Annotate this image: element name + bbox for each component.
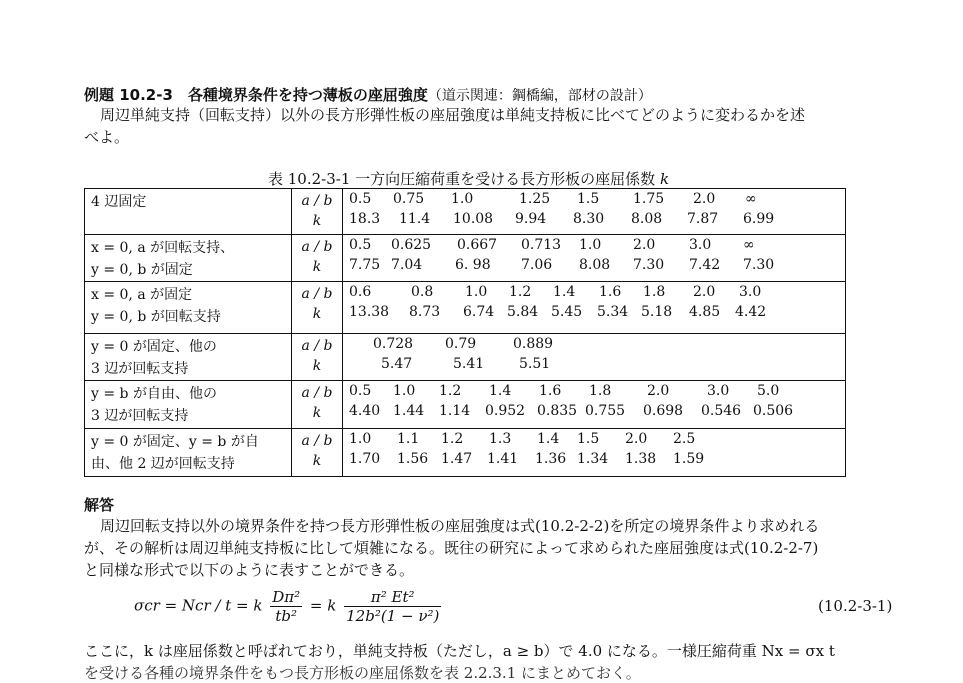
example-heading: [84, 84, 652, 105]
buckling-coefficient-value: 7.06: [521, 257, 553, 273]
buckling-coefficient-value: 11.4: [399, 211, 431, 227]
closing-line-1: ここに，k は座屈係数と呼ばれており，単純支持板（ただし，a ≥ b）で 4.0 になる。一様圧縮荷重 Nx = σx t: [84, 642, 835, 660]
aspect-ratio-symbol: a / b: [301, 286, 333, 302]
buckling-coefficient-value: 6. 98: [455, 257, 491, 273]
buckling-coefficient-value: 1.38: [625, 451, 657, 467]
buckling-coefficient-value: 7.75: [349, 257, 381, 273]
table-caption-var: k: [659, 170, 670, 188]
buckling-coefficient-value: 0.546: [701, 403, 742, 419]
buckling-coefficient-value: 18.3: [349, 211, 381, 227]
intro-line-2: べよ。: [84, 128, 130, 146]
buckling-coefficient-value: 5.84: [507, 304, 539, 320]
buckling-coefficient-value: 1.70: [349, 451, 381, 467]
buckling-coefficient-value: 8.08: [631, 211, 663, 227]
table-row: [85, 429, 846, 477]
buckling-coefficient-symbol: k: [312, 358, 322, 374]
boundary-condition-cell: [85, 334, 292, 381]
buckling-coefficient-value: 13.38: [349, 304, 390, 320]
buckling-coefficient-value-row: [343, 257, 845, 277]
aspect-ratio-value: 1.5: [577, 431, 600, 447]
buckling-coefficient-value: 1.41: [487, 451, 519, 467]
aspect-ratio-value: ∞: [745, 191, 757, 207]
answer-line-3: と同様な形式で以下のように表すことができる。: [84, 561, 415, 579]
buckling-coefficient-value: 1.14: [439, 403, 471, 419]
aspect-ratio-value: 1.2: [441, 431, 464, 447]
buckling-coefficient-value: 5.18: [641, 304, 673, 320]
aspect-ratio-value: 2.0: [693, 191, 716, 207]
buckling-coefficient-symbol: k: [312, 453, 322, 469]
aspect-ratio-value: 1.3: [489, 431, 512, 447]
buckling-coefficient-value: 0.698: [643, 403, 684, 419]
buckling-coefficient-value: 6.74: [463, 304, 495, 320]
aspect-ratio-value: 1.4: [489, 383, 512, 399]
buckling-coefficient-value: 1.36: [535, 451, 567, 467]
boundary-condition-line: 4 辺固定: [91, 194, 147, 210]
table-row: [85, 381, 846, 429]
aspect-ratio-value: 0.5: [349, 237, 372, 253]
aspect-ratio-symbol: a / b: [301, 338, 333, 354]
buckling-coefficient-symbol: k: [312, 213, 322, 229]
boundary-condition-line: y = 0, b が固定: [91, 262, 193, 278]
formula-mid: = k: [309, 596, 337, 615]
buckling-coefficient-value: 5.45: [551, 304, 583, 320]
buckling-coefficient-table: [84, 188, 846, 477]
buckling-coefficient-value: 7.30: [743, 257, 775, 273]
intro-line-1: 周辺単純支持（回転支持）以外の長方形弾性板の座屈強度は単純支持板に比べてどのように変わるかを述: [100, 106, 806, 124]
boundary-condition-cell: [85, 381, 292, 429]
buckling-stress-formula: [134, 588, 444, 625]
aspect-ratio-value: 3.0: [689, 237, 712, 253]
parameter-symbol-cell: [292, 429, 343, 477]
aspect-ratio-symbol: a / b: [301, 193, 333, 209]
aspect-ratio-value: 3.0: [707, 383, 730, 399]
buckling-coefficient-value: 9.94: [515, 211, 547, 227]
aspect-ratio-value-row: [343, 237, 845, 257]
aspect-ratio-symbol: a / b: [301, 239, 333, 255]
answer-line-1: 周辺回転支持以外の境界条件を持つ長方形弾性板の座屈強度は式(10.2-2-2)を所定の境界条件より求めれる: [100, 517, 820, 535]
aspect-ratio-value: 2.0: [633, 237, 656, 253]
aspect-ratio-value: 1.2: [509, 284, 532, 300]
aspect-ratio-value: 0.713: [521, 237, 562, 253]
values-cell: [343, 282, 846, 334]
formula-fraction-2-numerator: π² Et²: [344, 588, 441, 607]
aspect-ratio-value: 1.2: [439, 383, 462, 399]
boundary-condition-line: y = b が自由、他の: [91, 386, 217, 402]
buckling-coefficient-value: 4.85: [689, 304, 721, 320]
table-caption: [268, 168, 669, 189]
buckling-coefficient-value: 4.40: [349, 403, 381, 419]
aspect-ratio-value: 0.728: [373, 336, 414, 352]
aspect-ratio-value: 0.5: [349, 383, 372, 399]
buckling-coefficient-symbol: k: [312, 259, 322, 275]
buckling-coefficient-value: 0.506: [753, 403, 794, 419]
aspect-ratio-value: 3.0: [739, 284, 762, 300]
buckling-coefficient-value-row: [343, 403, 845, 423]
aspect-ratio-value: 0.889: [513, 336, 554, 352]
boundary-condition-cell: [85, 235, 292, 282]
buckling-coefficient-value: 7.30: [633, 257, 665, 273]
buckling-coefficient-value: 1.47: [441, 451, 473, 467]
aspect-ratio-value: 1.1: [397, 431, 420, 447]
aspect-ratio-value: 1.8: [643, 284, 666, 300]
buckling-coefficient-value: 5.51: [519, 356, 551, 372]
values-cell: [343, 235, 846, 282]
buckling-coefficient-value-row: [343, 356, 845, 376]
boundary-condition-line: x = 0, a が回転支持、: [91, 240, 235, 256]
aspect-ratio-value: 1.4: [537, 431, 560, 447]
aspect-ratio-value: 0.667: [457, 237, 498, 253]
aspect-ratio-value: 0.5: [349, 191, 372, 207]
aspect-ratio-value: 1.75: [633, 191, 665, 207]
aspect-ratio-value-row: [343, 284, 845, 304]
buckling-coefficient-symbol: k: [312, 405, 322, 421]
aspect-ratio-value: 2.0: [647, 383, 670, 399]
aspect-ratio-value-row: [343, 336, 845, 356]
buckling-coefficient-symbol: k: [312, 306, 322, 322]
boundary-condition-line: y = 0, b が回転支持: [91, 309, 221, 325]
boundary-condition-cell: [85, 189, 292, 235]
buckling-coefficient-value: 7.04: [391, 257, 423, 273]
buckling-coefficient-value: 0.952: [485, 403, 526, 419]
aspect-ratio-value: 0.8: [411, 284, 434, 300]
aspect-ratio-value: 1.0: [465, 284, 488, 300]
parameter-symbol-cell: [292, 381, 343, 429]
example-reference: （道示関連：鋼橋編，部材の設計）: [427, 88, 652, 104]
formula-fraction-2-denominator: 12b²(1 − ν²): [346, 607, 440, 625]
aspect-ratio-value: 2.0: [625, 431, 648, 447]
aspect-ratio-value-row: [343, 431, 845, 451]
buckling-coefficient-value: 5.34: [597, 304, 629, 320]
example-title: 例題 10.2-3 各種境界条件を持つ薄板の座屈強度: [84, 86, 428, 104]
aspect-ratio-value: 1.5: [577, 191, 600, 207]
aspect-ratio-value: 1.25: [519, 191, 551, 207]
formula-fraction-2: [344, 588, 441, 625]
answer-heading: 解答: [84, 496, 115, 514]
closing-line-2: を受ける各種の境界条件をもつ長方形板の座屈係数を表 2.2.3.1 にまとめておく。: [84, 664, 641, 682]
boundary-condition-line: 由、他 2 辺が回転支持: [91, 456, 235, 472]
buckling-coefficient-value: 4.42: [735, 304, 767, 320]
aspect-ratio-value: 1.0: [349, 431, 372, 447]
aspect-ratio-value: 0.79: [445, 336, 477, 352]
aspect-ratio-value: 0.6: [349, 284, 372, 300]
buckling-coefficient-value-row: [343, 451, 845, 471]
aspect-ratio-value: 1.4: [553, 284, 576, 300]
aspect-ratio-value: 1.6: [539, 383, 562, 399]
aspect-ratio-value: 1.6: [599, 284, 622, 300]
buckling-coefficient-value: 0.755: [585, 403, 626, 419]
table-row: [85, 235, 846, 282]
buckling-coefficient-value: 1.56: [397, 451, 429, 467]
boundary-condition-line: 3 辺が回転支持: [91, 408, 189, 424]
buckling-coefficient-value: 0.835: [537, 403, 578, 419]
buckling-coefficient-value: 5.41: [453, 356, 485, 372]
buckling-coefficient-value: 5.47: [381, 356, 413, 372]
buckling-coefficient-value: 8.73: [409, 304, 441, 320]
buckling-coefficient-value-row: [343, 304, 845, 324]
answer-line-2: が、その解析は周辺単純支持板に比して煩雑になる。既往の研究によって求められた座屈強度は式(10.2-2-7): [84, 539, 819, 557]
table-row: [85, 282, 846, 334]
buckling-coefficient-value: 8.30: [573, 211, 605, 227]
formula-fraction-1-numerator: Dπ²: [272, 588, 301, 606]
aspect-ratio-value: 1.0: [393, 383, 416, 399]
parameter-symbol-cell: [292, 189, 343, 235]
formula-number: (10.2-3-1): [818, 597, 893, 615]
formula-lhs: σcr = Ncr / t = k: [134, 596, 263, 615]
values-cell: [343, 334, 846, 381]
boundary-condition-line: y = 0 が固定、y = b が自: [91, 434, 259, 450]
aspect-ratio-value: 5.0: [757, 383, 780, 399]
boundary-condition-line: x = 0, a が固定: [91, 287, 193, 303]
values-cell: [343, 429, 846, 477]
aspect-ratio-value: 1.8: [589, 383, 612, 399]
boundary-condition-cell: [85, 282, 292, 334]
aspect-ratio-value: ∞: [743, 237, 755, 253]
buckling-coefficient-value: 7.87: [687, 211, 719, 227]
buckling-coefficient-value: 1.34: [577, 451, 609, 467]
table-row: [85, 189, 846, 235]
aspect-ratio-value: 1.0: [451, 191, 474, 207]
boundary-condition-line: 3 辺が回転支持: [91, 361, 189, 377]
parameter-symbol-cell: [292, 235, 343, 282]
buckling-coefficient-value-row: [343, 211, 845, 231]
aspect-ratio-value-row: [343, 191, 845, 211]
values-cell: [343, 381, 846, 429]
parameter-symbol-cell: [292, 334, 343, 381]
buckling-coefficient-value: 10.08: [453, 211, 494, 227]
formula-fraction-1-denominator: tb²: [275, 607, 297, 625]
boundary-condition-cell: [85, 429, 292, 477]
parameter-symbol-cell: [292, 282, 343, 334]
aspect-ratio-value: 2.5: [673, 431, 696, 447]
buckling-coefficient-value: 7.42: [689, 257, 721, 273]
values-cell: [343, 189, 846, 235]
aspect-ratio-symbol: a / b: [301, 385, 333, 401]
buckling-coefficient-value: 1.59: [673, 451, 705, 467]
aspect-ratio-value-row: [343, 383, 845, 403]
aspect-ratio-symbol: a / b: [301, 433, 333, 449]
table-caption-text: 表 10.2-3-1 一方向圧縮荷重を受ける長方形板の座屈係数: [268, 170, 656, 188]
aspect-ratio-value: 2.0: [693, 284, 716, 300]
boundary-condition-line: y = 0 が固定、他の: [91, 339, 217, 355]
buckling-coefficient-value: 6.99: [743, 211, 775, 227]
aspect-ratio-value: 1.0: [579, 237, 602, 253]
aspect-ratio-value: 0.625: [391, 237, 432, 253]
aspect-ratio-value: 0.75: [393, 191, 425, 207]
buckling-coefficient-value: 8.08: [579, 257, 611, 273]
buckling-coefficient-value: 1.44: [393, 403, 425, 419]
table-row: [85, 334, 846, 381]
formula-fraction-1: [270, 588, 302, 625]
